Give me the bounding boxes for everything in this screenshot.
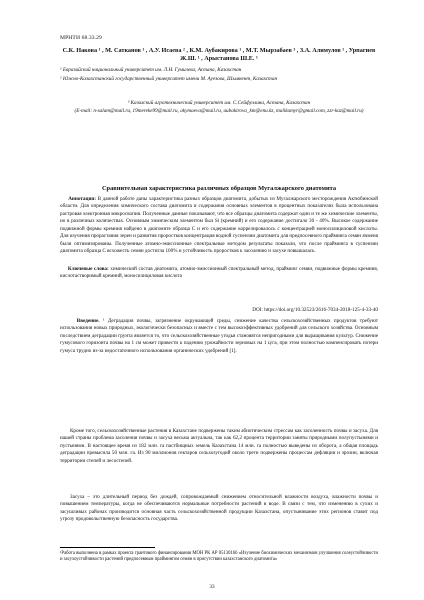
keywords-label: Ключевые слова:	[67, 266, 109, 272]
footnote-divider	[60, 547, 155, 548]
keywords	[60, 266, 378, 281]
affiliation-1: ¹ Евразийский национальный университет им. Л.Н. Гумилева, Астана, Казахстан	[60, 67, 242, 73]
page-number: 33	[209, 584, 215, 590]
mrnti-code: МРНТИ 68.33.29	[60, 35, 102, 41]
paper-title: Сравнительная характеристика различных образцов Мугалжарского диатомита	[101, 185, 337, 192]
intro-paragraph-3: Засуха – это длительный период без дождей, сопровождаемый снижением относительной влажности воздуха, влажности почвы и повышением температуры, когда не обеспечиваются нормальные потребности растений в воде. В связи с тем, что изменению в сухих и засушливых районах производится основная часть сельскохозяйственной продукции Казахстана, опустынивание этих регионов ставит под угрозу продовольственную безопасность государства.	[60, 494, 378, 523]
intro-paragraph-1	[60, 318, 378, 355]
abstract	[60, 196, 378, 256]
affiliation-3: ³ Казахский агротехнический университет им. С.Сейфуллина, Астана, Казахстан	[127, 100, 311, 106]
author-list: С.К. Накова ¹ , М. Сатканов ¹ , А.У. Исаева ² , К.М. Аубакирова ¹ , М.Т. Мырзабаев ³ , З.А. Алимулов ¹ , Урпагиев Ж.Ш. ¹ , Арыстанова Ш.Е. ¹	[62, 47, 376, 63]
author-emails: (E-mail: n-salam@mail.ru, 19mereke99@mail.ru, akymaeva@mail.ru, aubakirova_km@enu.kz, malikamyr@gmail.com, zzr-kaz@mail.ru)	[74, 108, 364, 114]
intro-text-1: ¹ Деградация почвы, загрязнение окружающей среды, снижение качества сельскохозяйственных продуктов требуют использования новых природных, экологически безопасных и вместе с тем высокоэффективных удобрений для сельского хозяйства. Основным последствием деградации грунта является то, что сельскохозяйственные угодья становятся непригодными для выращивания культур. Снижение гумусового горизонта почвы на 1 см может привести к падению урожайности зерновых на 1 ц/га, при этом полностью компенсировать потери гумуса трудно из-за недостаточного использования органических удобрений [1].	[60, 318, 378, 354]
affiliation-2: ² Южно-Казахстанский государственный университет имени М. Ауезова, Шымкент, Казахстан	[60, 76, 278, 82]
doi-link[interactable]: DOI: https://doi.org/10.32523/2616-7034-2018-125-4-33-40	[252, 307, 378, 313]
keywords-text: химический состав диатомита, атомно-эмиссионный спектральный метод, прайминг семян, подвижные формы кремния, кислотастворимый кремний, моносилициловая кислота	[60, 266, 378, 280]
intro-label: Введение.	[76, 318, 100, 324]
intro-paragraph-2: Кроме того, сельскохозяйственные растения в Казахстане подвержены таким абиотическим стрессам как засоленность почвы и засуха. Для нашей страны проблема засоления почвы и засуха весьма актуальна, так как 62,2 процента территории заняты природными полупустынями и пустынями. В настоящее время из 182 млн. га пастбищных земель Казахстана 14 млн. га полностью выведены из оборота, а общая площадь деградации превысила 50 млн. га. Из 90 миллионов гектаров сельхозугодий около трети подвержены процессам дефляции и эрозии, включая территории степей и лесостепей.	[60, 428, 378, 464]
footnote: ¹Работа выполнена в рамках проекта грантового финансирования МОН РК АР 05130166 «Изучение биохимических механизмов улучшения солеустойчивости и засухоустойчивости растений предпосевным праймингом семян в присутствии казахстанского диатомита»	[60, 551, 378, 563]
abstract-label: Аннотация:	[68, 196, 96, 202]
abstract-text: В данной работе даны характеристика разных образцов диатомита, добытых из Мугалжарского месторождения Актюбинской области. Для определения химического состава диатомита и содержания основных элементов в процентных показателях была использована растровая электронная микроскопия. Полученные данные показывают, что все образцы диатомита содержат один и те же химические элементы, но в различных количествах. Основным химическим элементом был Si (кремний) и его содержание достигало 30 - 40%. Высокое содержание подвижной формы кремния найдено в диатомите образца С и его содержание коррелировалось с концентрацией моносилициловой кислоты. Для изучения прорастания зерен и развития проростков концентрация водной суспензии диатомита для предпосевного прайминга семян ячменя были оптимизированы. Полученные атомно-эмиссионные спектральные методом результаты показали, что после прайминга в суспензии диатомита образца С всхожесть семян достигла 100% и устойчивость проростков к засолению и засухе повышалась.	[60, 196, 378, 255]
